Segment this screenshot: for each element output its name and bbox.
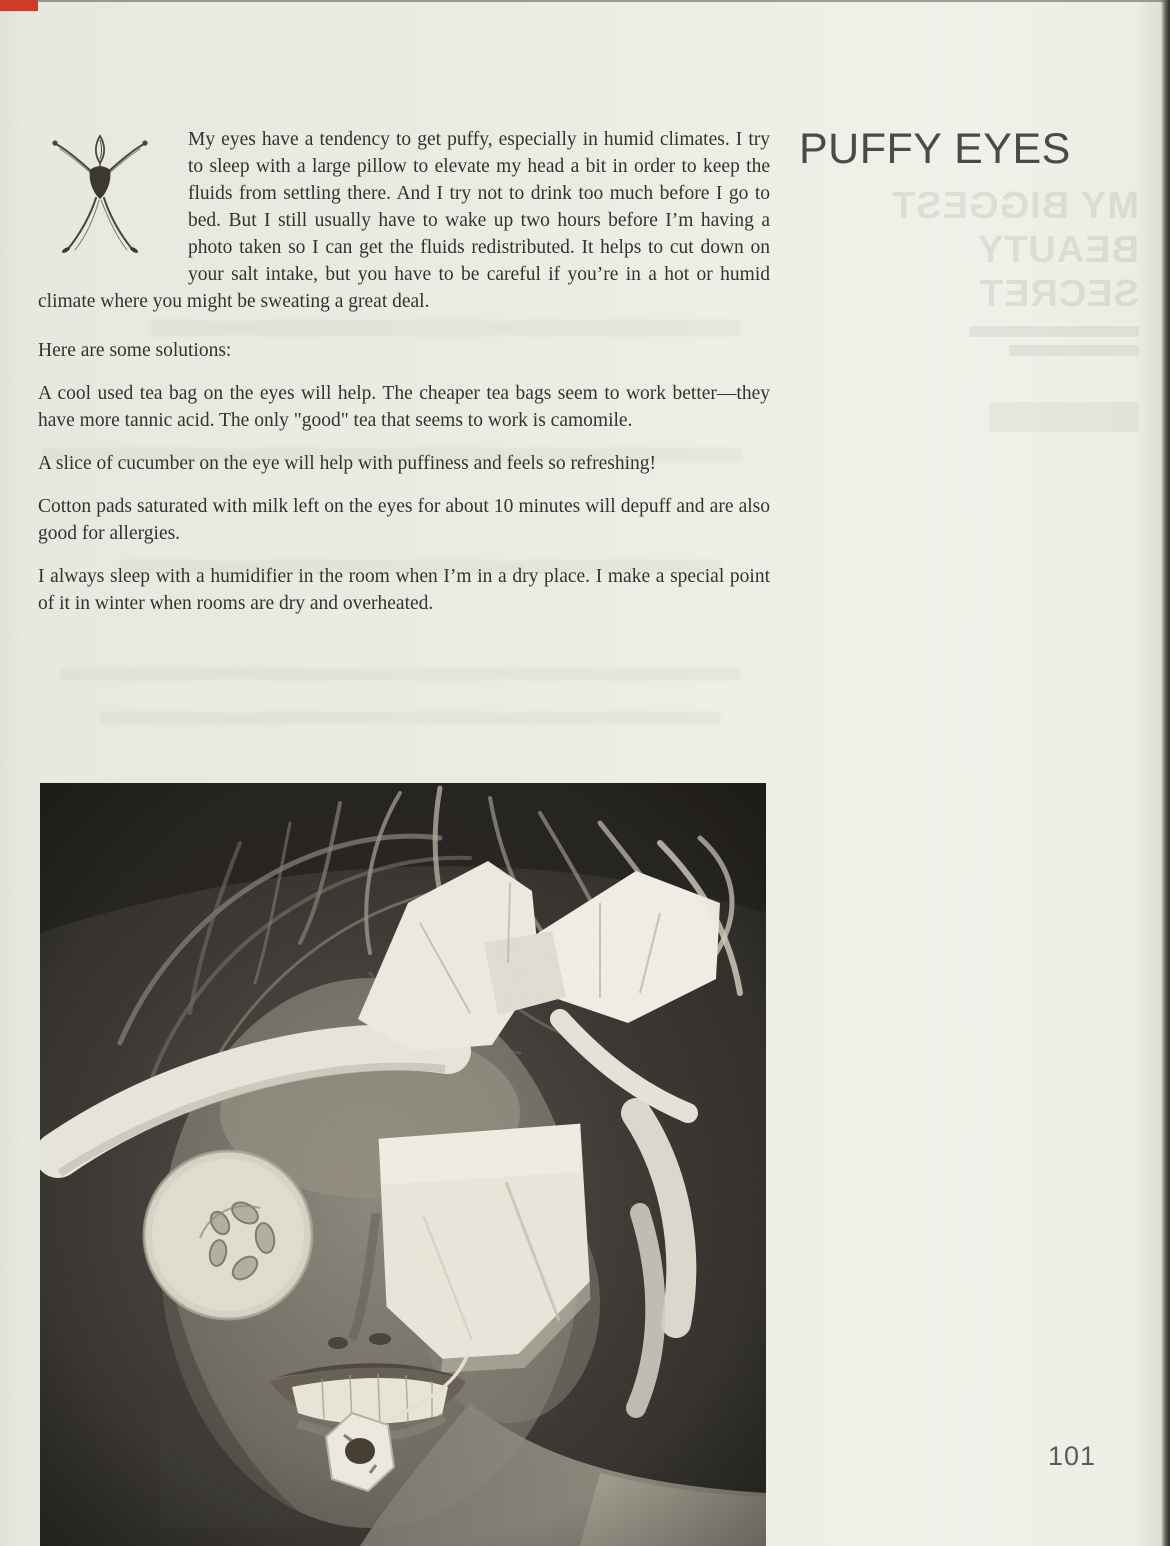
bleed-through-mark [120, 560, 720, 574]
photo-woman-cucumber-teabag [40, 783, 766, 1546]
jumping-figure-icon [40, 128, 160, 260]
ghost-line: MY BIGGEST [891, 185, 1139, 227]
exercise-figure-illustration [40, 128, 160, 260]
paragraph-solution-tea-bag: A cool used tea bag on the eyes will help. The cheaper tea bags seem to work better—they have more tannic acid. The only "good" tea that seems to work is camomile. [38, 383, 770, 431]
ghost-bar [989, 402, 1139, 432]
paragraph-solution-cucumber: A slice of cucumber on the eye will help with puffiness and feels so refreshing! [38, 453, 657, 474]
scan-corner-mark [0, 0, 38, 11]
bleed-through-mark [150, 320, 740, 336]
page-number: 101 [1047, 1441, 1096, 1471]
bleed-through-mark [100, 712, 720, 724]
bleed-through-heading [799, 184, 1139, 432]
paragraph-solution-cotton-pads: Cotton pads saturated with milk left on the eyes for about 10 minutes will depuff and are also good for allergies. [38, 496, 770, 544]
ghost-line: SECRET [978, 273, 1139, 315]
page-title: PUFFY EYES [799, 125, 1071, 173]
paragraph-solution-humidifier: I always sleep with a humidifier in the room when I’m in a dry place. I make a special point of it in winter when rooms are dry and overheated. [38, 566, 770, 614]
page-right-edge [1161, 0, 1170, 1546]
body-text-column [38, 126, 770, 633]
paragraph-puffy-eyes-intro: My eyes have a tendency to get puffy, especially in humid climates. I try to sleep with a large pillow to elevate my head a bit in order to keep the fluids from settling there. And I try not to drink too much before I go to bed. But I still usually have to wake up two hours before I’m having a photo taken so I can get the fluids redistributed. It helps to cut down on your salt intake, but you have to be careful if you’re in a hot or humid climate where you might be sweating a great deal. [38, 129, 770, 312]
paragraph-solutions-intro: Here are some solutions: [38, 340, 232, 361]
ghost-line: BEAUTY [976, 229, 1139, 271]
scan-top-edge [0, 0, 1170, 2]
heading-column [799, 126, 1139, 432]
ghost-bar [1009, 345, 1139, 356]
photo-illustration [40, 783, 766, 1546]
ghost-bar [969, 326, 1139, 337]
bleed-through-mark [60, 668, 740, 680]
bleed-through-mark [42, 448, 742, 462]
